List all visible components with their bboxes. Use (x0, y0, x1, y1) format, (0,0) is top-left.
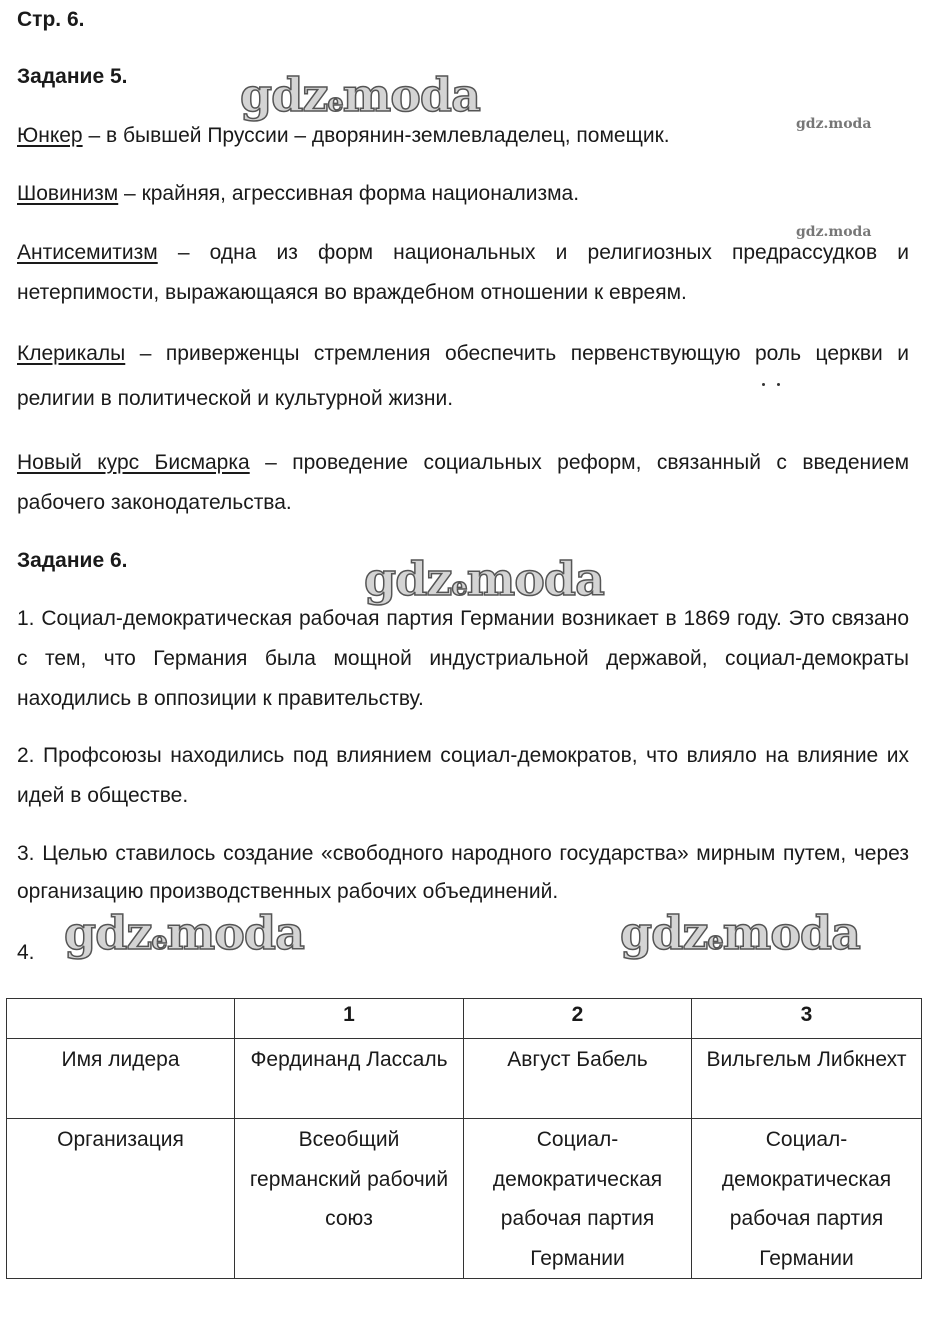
table-header-cell: 1 (235, 999, 464, 1039)
definition-text: – крайняя, агрессивная форма национализма. (118, 182, 580, 205)
definition-text: – в бывшей Пруссии – дворянин-землевладелец, помещик. (82, 124, 670, 147)
table-header-cell: 2 (464, 999, 692, 1039)
leaders-table (6, 998, 922, 1279)
stray-dot (762, 383, 765, 386)
definition-item (17, 331, 909, 421)
watermark-logo: gdzemoda (64, 906, 304, 960)
definition-item (17, 174, 909, 214)
watermark-small: gdz.moda (796, 116, 872, 132)
answer-item (17, 736, 909, 816)
answer-text: 3. Целью ставилось создание «свободного народного государства» мирным путем, через организацию производственных рабочих объединений. (17, 842, 909, 903)
definition-item (17, 116, 909, 156)
definition-term: Новый курс Бисмарка (17, 451, 250, 474)
watermark-logo: gdzemoda (364, 552, 604, 606)
task6-heading: Задание 6. (17, 549, 128, 572)
answer-item (17, 835, 909, 911)
task5-heading: Задание 5. (17, 65, 128, 88)
definition-text: – приверженцы стремления обеспечить первенствующую роль церкви и религии в политической и культурной жизни. (17, 342, 909, 410)
definition-term: Клерикалы (17, 342, 126, 365)
table-row (7, 1039, 922, 1119)
table-cell: Август Бабель (464, 1039, 692, 1119)
answer-text: 1. Социал-демократическая рабочая партия Германии возникает в 1869 году. Это связано с тем, что Германия была мощной индустриальной державой, социал-демократы находились в оппозиции к правительству. (17, 607, 909, 710)
answer-item-number: 4. (17, 941, 35, 964)
answer-item (17, 599, 909, 719)
table-cell: Вильгельм Либкнехт (692, 1039, 922, 1119)
table-cell: Всеобщий германский рабочий союз (235, 1119, 464, 1279)
definition-text: – проведение социальных реформ, связанный с введением рабочего законодательства. (17, 451, 910, 514)
definition-item (17, 443, 909, 523)
watermark-small: gdz.moda (796, 224, 872, 240)
definition-term: Шовинизм (17, 182, 119, 205)
table-cell: Социал-демократическая рабочая партия Германии (692, 1119, 922, 1279)
table-header-row (7, 999, 922, 1039)
table-row-label: Организация (7, 1119, 235, 1279)
definition-term: Юнкер (17, 124, 83, 147)
table-cell: Социал-демократическая рабочая партия Германии (464, 1119, 692, 1279)
table-header-cell (7, 999, 235, 1039)
definition-item (17, 233, 909, 313)
page-number: Стр. 6. (17, 8, 85, 31)
table-row (7, 1119, 922, 1279)
watermark-logo: gdzemoda (240, 68, 480, 122)
table-header-cell: 3 (692, 999, 922, 1039)
definition-text: – одна из форм национальных и религиозных предрассудков и нетерпимости, выражающаяся во враждебном отношении к евреям. (17, 241, 909, 304)
definition-term: Антисемитизм (17, 241, 158, 264)
table-cell: Фердинанд Лассаль (235, 1039, 464, 1119)
answer-text: 2. Профсоюзы находились под влиянием социал-демократов, что влияло на влияние их идей в обществе. (17, 744, 909, 807)
table-row-label: Имя лидера (7, 1039, 235, 1119)
stray-dot (777, 383, 780, 386)
watermark-logo: gdzemoda (620, 906, 860, 960)
